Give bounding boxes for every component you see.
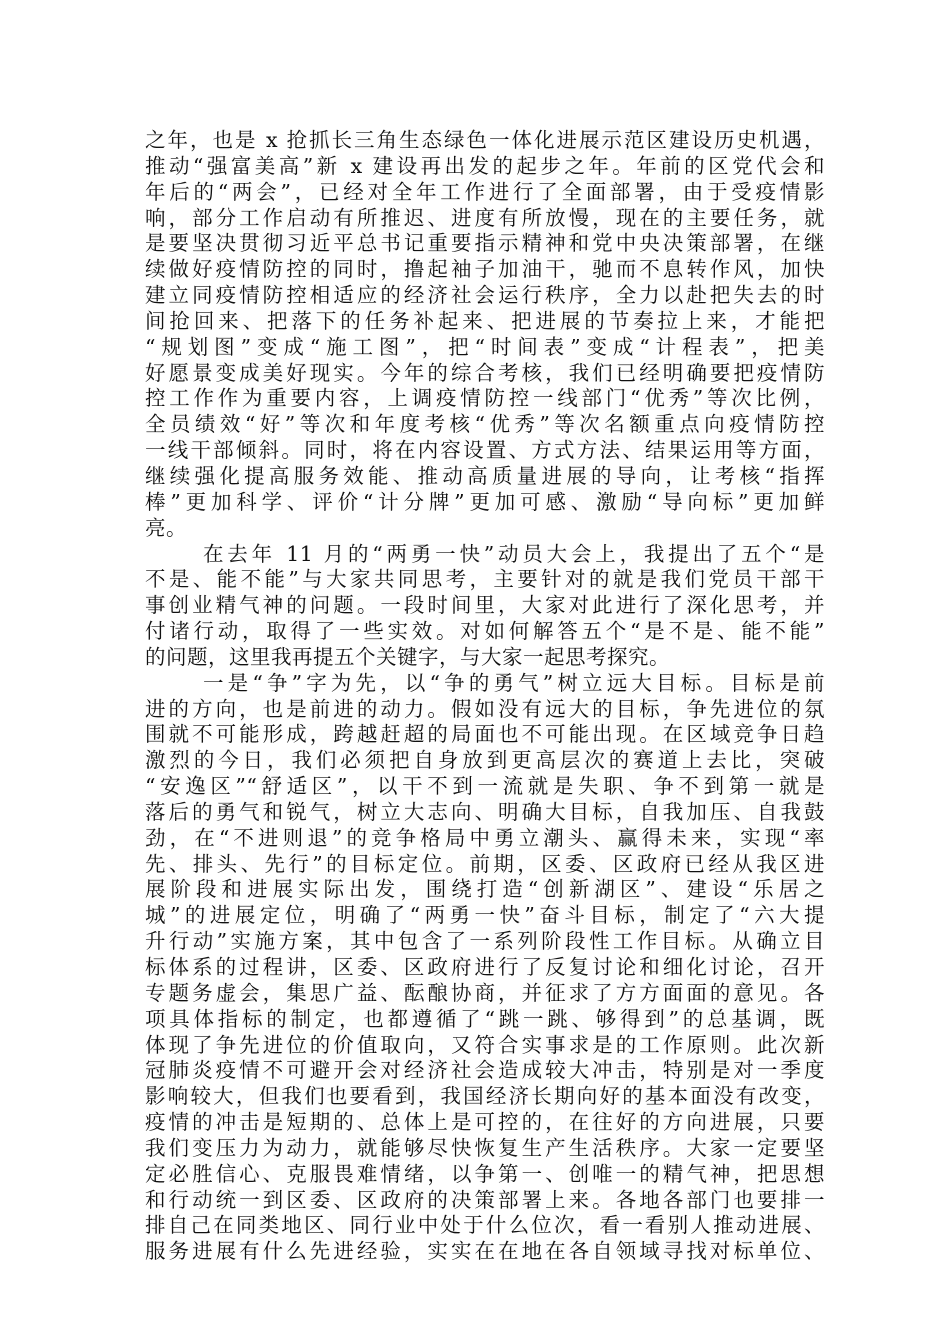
text-line: 落后的勇气和锐气，树立大志向、明确大目标，自我加压、自我鼓 bbox=[145, 799, 825, 824]
text-line: 疫情的冲击是短期的、总体上是可控的，在往好的方向进展，只要 bbox=[145, 1110, 825, 1135]
text-line: 亮。 bbox=[145, 515, 187, 540]
text-line: 全员绩效“好”等次和年度考核“优秀”等次名额重点向疫情防控 bbox=[145, 412, 825, 437]
text-line: 专题务虚会，集思广益、酝酿协商，并征求了方方面面的意见。各 bbox=[145, 980, 825, 1005]
text-line: 城”的进展定位，明确了“两勇一快”奋斗目标，制定了“六大提 bbox=[145, 903, 825, 928]
text-line: 冠肺炎疫情不可避开会对经济社会造成较大冲击，特别是对一季度 bbox=[145, 1058, 825, 1083]
text-line: 先、排头、先行”的目标定位。前期，区委、区政府已经从我区进 bbox=[145, 851, 825, 876]
document-body bbox=[145, 128, 825, 1265]
text-line: 围就不可能形成，跨越赶超的局面也不可能出现。在区域竞争日趋 bbox=[145, 722, 825, 747]
text-line: 年后的“两会”，已经对全年工作进行了全面部署，由于受疫情影 bbox=[145, 179, 825, 204]
paragraph-2 bbox=[145, 542, 825, 671]
text-line: 升行动”实施方案，其中包含了一系列阶段性工作目标。从确立目 bbox=[145, 929, 825, 954]
text-line: 排自己在同类地区、同行业中处于什么位次，看一看别人推动进展、 bbox=[145, 1213, 825, 1238]
text-line: 标体系的过程讲，区委、区政府进行了反复讨论和细化讨论，召开 bbox=[145, 955, 825, 979]
paragraph-3 bbox=[145, 671, 825, 1265]
text-line: 继续强化提高服务效能、推动高质量进展的导向，让考核“指挥 bbox=[145, 463, 825, 488]
text-line: 展阶段和进展实际出发，围绕打造“创新湖区”、建设“乐居之 bbox=[145, 877, 825, 902]
text-line: 进的方向，也是前进的动力。假如没有远大的目标，争先进位的氛 bbox=[145, 696, 825, 721]
text-line: 好愿景变成美好现实。今年的综合考核，我们已经明确要把疫情防 bbox=[145, 360, 825, 385]
text-line: 间抢回来、把落下的任务补起来、把进展的节奏拉上来，才能把 bbox=[145, 308, 825, 333]
text-line: 项具体指标的制定，也都遵循了“跳一跳、够得到”的总基调，既 bbox=[145, 1006, 825, 1031]
text-line: 体现了争先进位的价值取向，又符合实事求是的工作原则。此次新 bbox=[145, 1032, 825, 1057]
text-line: 我们变压力为动力，就能够尽快恢复生产生活秩序。大家一定要坚 bbox=[145, 1135, 825, 1160]
text-line: 激烈的今日，我们必须把自身放到更高层次的赛道上去比，突破 bbox=[145, 748, 825, 773]
text-line: 续做好疫情防控的同时，撸起袖子加油干，驰而不息转作风，加快 bbox=[145, 257, 825, 282]
text-line: 不是、能不能”与大家共同思考，主要针对的就是我们党员干部干 bbox=[145, 567, 825, 592]
text-line: 之年，也是 x 抢抓长三角生态绿色一体化进展示范区建设历史机遇， bbox=[145, 128, 825, 152]
text-line: 响，部分工作启动有所推迟、进度有所放慢，现在的主要任务，就 bbox=[145, 205, 825, 230]
paragraph-1 bbox=[145, 128, 825, 542]
text-line: 棒”更加科学、评价“计分牌”更加可感、激励“导向标”更加鲜 bbox=[145, 489, 825, 514]
text-line: 一线干部倾斜。同时，将在内容设置、方式方法、结果运用等方面， bbox=[145, 438, 825, 463]
text-line: 在去年 11 月的“两勇一快”动员大会上，我提出了五个“是 bbox=[203, 541, 825, 566]
text-line: 服务进展有什么先进经验，实实在在地在各自领域寻找对标单位、 bbox=[145, 1239, 825, 1264]
text-line: “安逸区”“舒适区”，以干不到一流就是失职、争不到第一就是 bbox=[145, 774, 825, 799]
text-line: 事创业精气神的问题。一段时间里，大家对此进行了深化思考，并 bbox=[145, 593, 825, 618]
text-line: 一是“争”字为先，以“争的勇气”树立远大目标。目标是前 bbox=[203, 670, 825, 695]
text-line: 的问题，这里我再提五个关键字，与大家一起思考探究。 bbox=[145, 644, 670, 669]
text-line: “规划图”变成“施工图”，把“时间表”变成“计程表”，把美 bbox=[145, 334, 825, 359]
text-line: 定必胜信心、克服畏难情绪，以争第一、创唯一的精气神，把思想 bbox=[145, 1161, 825, 1186]
text-line: 付诸行动，取得了一些实效。对如何解答五个“是不是、能不能” bbox=[145, 619, 825, 644]
text-line: 控工作作为重要内容，上调疫情防控一线部门“优秀”等次比例， bbox=[145, 386, 825, 411]
text-line: 和行动统一到区委、区政府的决策部署上来。各地各部门也要排一 bbox=[145, 1187, 825, 1212]
text-line: 是要坚决贯彻习近平总书记重要指示精神和党中央决策部署，在继 bbox=[145, 231, 825, 256]
text-line: 推动“强富美高”新 x 建设再出发的起步之年。年前的区党代会和 bbox=[145, 153, 825, 178]
text-line: 影响较大，但我们也要看到，我国经济长期向好的基本面没有改变， bbox=[145, 1084, 825, 1109]
text-line: 劲，在“不进则退”的竞争格局中勇立潮头、赢得未来，实现“率 bbox=[145, 825, 825, 850]
text-line: 建立同疫情防控相适应的经济社会运行秩序，全力以赴把失去的时 bbox=[145, 283, 825, 308]
